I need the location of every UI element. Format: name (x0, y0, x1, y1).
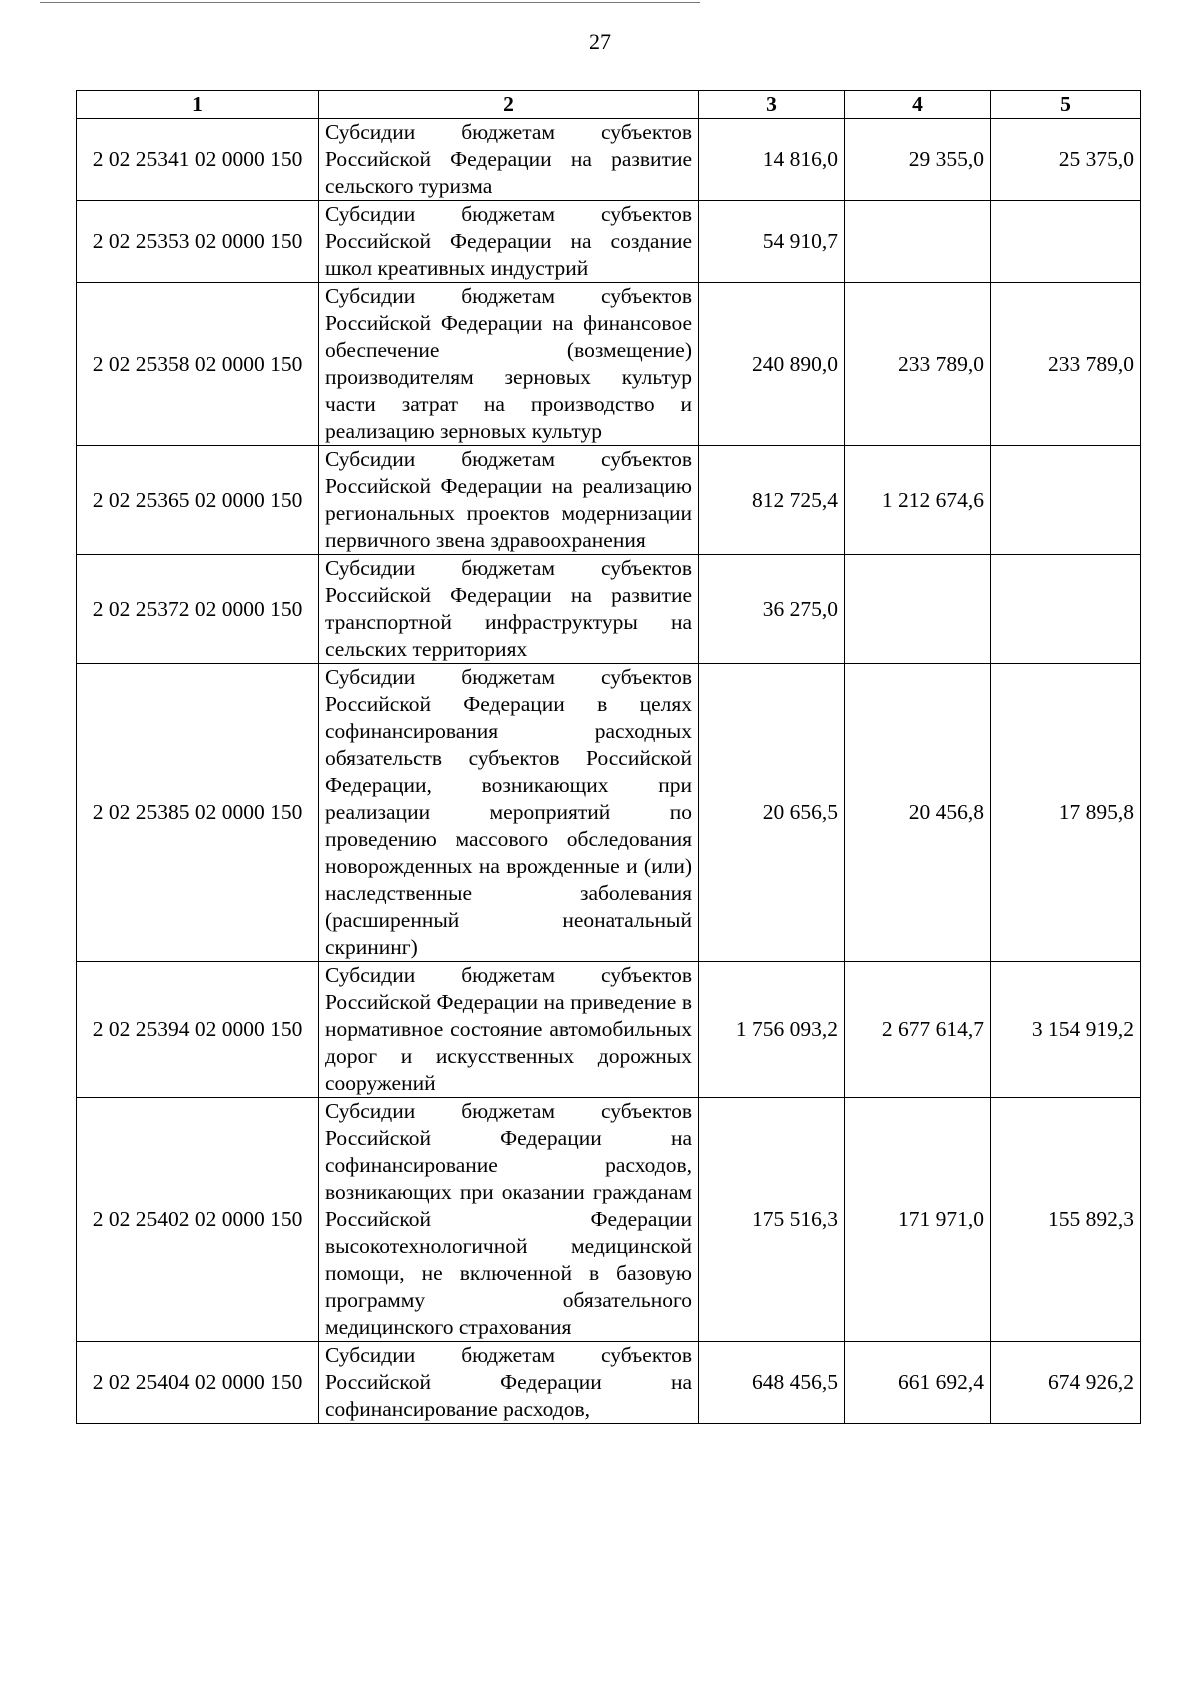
budget-code-cell: 2 02 25402 02 0000 150 (77, 1098, 319, 1342)
amount-col3-cell: 1 756 093,2 (699, 962, 845, 1098)
budget-code-cell: 2 02 25365 02 0000 150 (77, 446, 319, 555)
budget-code-cell: 2 02 25394 02 0000 150 (77, 962, 319, 1098)
description-cell: Субсидии бюджетам субъектов Российской Федерации на финансовое обеспечение (возмещение) производителям зерновых культур части затрат на производство и реализацию зерновых культур (319, 283, 699, 446)
amount-col4-cell: 661 692,4 (845, 1342, 991, 1424)
amount-col3-cell: 14 816,0 (699, 119, 845, 201)
amount-col4-cell: 1 212 674,6 (845, 446, 991, 555)
amount-col3-cell: 648 456,5 (699, 1342, 845, 1424)
table-row (77, 1342, 1141, 1424)
table-body (77, 119, 1141, 1424)
header-col-4: 4 (845, 91, 991, 119)
header-col-5: 5 (991, 91, 1141, 119)
amount-col5-cell (991, 201, 1141, 283)
amount-col3-cell: 54 910,7 (699, 201, 845, 283)
amount-col4-cell: 29 355,0 (845, 119, 991, 201)
amount-col5-cell: 233 789,0 (991, 283, 1141, 446)
amount-col4-cell (845, 201, 991, 283)
description-cell: Субсидии бюджетам субъектов Российской Федерации на развитие сельского туризма (319, 119, 699, 201)
amount-col5-cell: 25 375,0 (991, 119, 1141, 201)
budget-code-cell: 2 02 25353 02 0000 150 (77, 201, 319, 283)
amount-col3-cell: 36 275,0 (699, 555, 845, 664)
table-row (77, 555, 1141, 664)
amount-col5-cell (991, 555, 1141, 664)
amount-col4-cell: 171 971,0 (845, 1098, 991, 1342)
budget-code-cell: 2 02 25372 02 0000 150 (77, 555, 319, 664)
table-row (77, 283, 1141, 446)
table-row (77, 664, 1141, 962)
amount-col3-cell: 240 890,0 (699, 283, 845, 446)
description-cell: Субсидии бюджетам субъектов Российской Федерации на приведение в нормативное состояние автомобильных дорог и искусственных дорожных сооружений (319, 962, 699, 1098)
table-row (77, 201, 1141, 283)
description-cell: Субсидии бюджетам субъектов Российской Федерации на софинансирование расходов, возникающих при оказании гражданам Российской Федерации высокотехнологичной медицинской помощи, не включенной в базовую программу обязательного медицинского страхования (319, 1098, 699, 1342)
table-row (77, 119, 1141, 201)
amount-col4-cell: 233 789,0 (845, 283, 991, 446)
header-col-3: 3 (699, 91, 845, 119)
budget-code-cell: 2 02 25385 02 0000 150 (77, 664, 319, 962)
amount-col5-cell: 674 926,2 (991, 1342, 1141, 1424)
amount-col5-cell: 155 892,3 (991, 1098, 1141, 1342)
description-cell: Субсидии бюджетам субъектов Российской Федерации на софинансирование расходов, (319, 1342, 699, 1424)
table-header (77, 91, 1141, 119)
amount-col5-cell (991, 446, 1141, 555)
description-cell: Субсидии бюджетам субъектов Российской Федерации на развитие транспортной инфраструктуры на сельских территориях (319, 555, 699, 664)
amount-col5-cell: 17 895,8 (991, 664, 1141, 962)
table-row (77, 446, 1141, 555)
description-cell: Субсидии бюджетам субъектов Российской Федерации на создание школ креативных индустрий (319, 201, 699, 283)
table-row (77, 1098, 1141, 1342)
budget-code-cell: 2 02 25404 02 0000 150 (77, 1342, 319, 1424)
description-cell: Субсидии бюджетам субъектов Российской Федерации в целях софинансирования расходных обязательств субъектов Российской Федерации, возникающих при реализации мероприятий по проведению массового обследования новорожденных на врожденные и (или) наследственные заболевания (расширенный неонатальный скрининг) (319, 664, 699, 962)
amount-col3-cell: 812 725,4 (699, 446, 845, 555)
header-col-2: 2 (319, 91, 699, 119)
amount-col3-cell: 20 656,5 (699, 664, 845, 962)
header-row (77, 91, 1141, 119)
header-col-1: 1 (77, 91, 319, 119)
description-cell: Субсидии бюджетам субъектов Российской Федерации на реализацию региональных проектов модернизации первичного звена здравоохранения (319, 446, 699, 555)
scan-edge-line (40, 2, 700, 3)
budget-table (76, 90, 1141, 1424)
budget-code-cell: 2 02 25341 02 0000 150 (77, 119, 319, 201)
amount-col4-cell: 2 677 614,7 (845, 962, 991, 1098)
amount-col3-cell: 175 516,3 (699, 1098, 845, 1342)
amount-col4-cell: 20 456,8 (845, 664, 991, 962)
amount-col5-cell: 3 154 919,2 (991, 962, 1141, 1098)
budget-code-cell: 2 02 25358 02 0000 150 (77, 283, 319, 446)
table-row (77, 962, 1141, 1098)
amount-col4-cell (845, 555, 991, 664)
page-number: 27 (589, 29, 611, 54)
